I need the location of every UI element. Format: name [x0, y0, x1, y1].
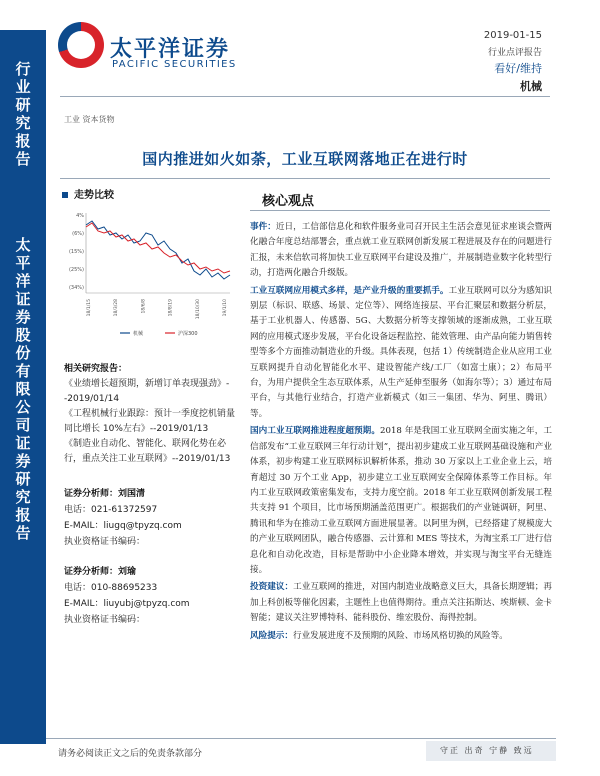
footer-motto: 守正 出奇 宁静 致远 — [440, 746, 534, 755]
text-risk: 行业发展进度不及预期的风险、市场风格切换的风险等。 — [292, 630, 508, 641]
related-heading: 相关研究报告： — [64, 364, 128, 374]
report-date: 2019-01-15 — [483, 30, 542, 41]
sector: 机械 — [520, 80, 542, 93]
sidebar-bottom-text: 太平洋证券股份有限公司证券研究报告 — [15, 236, 31, 542]
analyst-card — [64, 486, 240, 550]
x-tick-label: 18/10/30 — [195, 299, 201, 320]
footer-divider — [46, 738, 556, 739]
paragraph-risk — [250, 629, 552, 644]
x-tick-label: 18/6/8 — [141, 299, 147, 314]
y-tick-label: (25%) — [68, 267, 84, 273]
analyst-name: 证券分析师：刘国清 — [64, 489, 146, 499]
text-progress: 2018 年是我国工业互联网全面实施之年，工信部发布“工业互联网三年行动计划”，提出初步建成工业互联网基础设施和产业体系，初步构建工业互联网标识解析体系，推动 30 万家以上工业企业上云，培育超过 30 万个工业 App，初步建立工业互联网安全保障体系等工作目标。年内工业互联网政策密集发布，支持力度空前。2018 年工业互联网创新发展工程共支持 91 个项目，比市场预期涵盖范围更广。根据我们的产业链调研，阿里、腾讯和华为在推动工业互联网方面进展显著。以阿里为例，已经搭建了规模庞大的产业互联网团队，融合传感器、云计算和 MES 等技术，为淘宝系工厂进行信息化和自动化改造，目标是帮助中小企业降本增效，并实现与淘宝平台无缝连接。 — [250, 426, 552, 575]
text-modes: 工业互联网可以分为感知识别层（标识、联感、场景、定位等）、网络连接层、平台汇聚层和数据分析层，基于工业机器人、传感器、5G、大数据分析等支撑领域的逐渐成熟，工业互联网的应用模式逐步发展，平台化设备远程监控、能效管理、由产品向能力销售转型等多个方面推动制造业的升级。具体表现，包括 1）传统制造企业从应用工业互联网提升自动化智能化水平、建设智能产线/工厂（如富士康）；2）布局平台，为用户提供全生态互联体系，从生产延伸至服务（如海尔等）；3）通过布局平台，与其他行业结合，打造产业新模式（如三一集团、华为、阿里、腾讯）等。 — [250, 285, 552, 419]
legend-label: 机械 — [133, 331, 144, 337]
analyst-cert: 执业资格证书编码： — [64, 537, 146, 547]
rating: 看好/维持 — [494, 62, 542, 75]
analyst-card — [64, 564, 240, 628]
analyst-phone: 电话：010-88695233 — [64, 583, 158, 593]
x-tick-label: 18/1/15 — [87, 299, 92, 317]
label-advice: 投资建议： — [250, 582, 294, 593]
trend-chart — [60, 205, 240, 350]
brand-name-cn: 太平洋证券 — [110, 37, 231, 62]
analyst-name: 证券分析师：刘瑜 — [64, 567, 137, 577]
label-event: 事件： — [250, 222, 276, 232]
core-heading: 核心观点 — [262, 194, 315, 209]
analyst-email: E-MAIL：liugq@tpyzq.com — [64, 521, 182, 531]
x-tick-label: 19/1/10 — [223, 299, 228, 317]
title-divider — [60, 178, 550, 179]
brand-name-en: PACIFIC SECURITIES — [112, 59, 237, 70]
report-type: 行业点评报告 — [487, 48, 542, 58]
y-tick-label: (15%) — [68, 249, 84, 255]
series-line-沪深300 — [86, 223, 230, 273]
text-event: 近日，工信部信息化和软件服务业司召开民主生活会意见征求座谈会暨两化融合年度总结部署会，重点就工业互联网创新发展工程进展及存在的问题进行汇报，未来信软司将加快工业互联网平台建设及推广，并展制造业数字化转型行动，打造两化融合升级版。 — [250, 222, 552, 279]
related-item: 《工程机械行业跟踪：预计一季度挖机销量同比增长 10%左右》--2019/01/13 — [64, 409, 236, 434]
industry-tags: 工业 资本货物 — [64, 115, 115, 124]
sidebar-top-text: 行业研究报告 — [15, 60, 31, 168]
paragraph-event — [250, 220, 552, 282]
related-reports — [64, 362, 240, 467]
analyst-cert: 执业资格证书编码： — [64, 615, 146, 625]
footer-disclaimer: 请务必阅读正文之后的免责条款部分 — [58, 749, 203, 759]
text-advice: 工业互联网的推进，对国内制造业战略意义巨大，具备长期逻辑；再加上科创板等催化因素，主题性上也值得期待。重点关注拓斯达、埃斯顿、金卡智能；建议关注罗博特科、能科股份、维宏股份、海得控制。 — [250, 582, 552, 624]
core-divider — [250, 210, 550, 211]
report-title: 国内推进如火如荼，工业互联网落地正在进行时 — [142, 150, 468, 168]
analyst-email: E-MAIL：liuyubj@tpyzq.com — [64, 599, 190, 609]
paragraph-modes — [250, 284, 552, 423]
header-divider — [60, 96, 550, 97]
label-progress: 国内工业互联网推进程度超预期。 — [250, 426, 381, 437]
legend-label: 沪深300 — [178, 331, 198, 337]
y-tick-label: 4% — [76, 213, 84, 219]
paragraph-advice — [250, 580, 552, 626]
company-logo-icon — [58, 22, 104, 68]
paragraph-progress — [250, 424, 552, 578]
core-body — [250, 220, 552, 646]
y-tick-label: (6%) — [72, 231, 84, 237]
related-item: 《制造业自动化、智能化、联网化势在必行，重点关注工业互联网》--2019/01/13 — [64, 439, 231, 464]
label-risk: 风险提示： — [250, 630, 293, 641]
related-item: 《业绩增长超预期，新增订单表现强劲》--2019/01/14 — [64, 379, 230, 404]
y-tick-label: (34%) — [68, 285, 84, 291]
x-tick-label: 18/8/19 — [168, 299, 174, 317]
trend-heading: 走势比较 — [62, 186, 114, 201]
series-line-机械 — [86, 221, 230, 279]
analyst-phone: 电话：021-61372597 — [64, 505, 158, 515]
label-modes: 工业互联网应用模式多样，是产业升级的重要抓手。 — [250, 285, 449, 296]
x-tick-label: 18/3/28 — [114, 299, 120, 317]
